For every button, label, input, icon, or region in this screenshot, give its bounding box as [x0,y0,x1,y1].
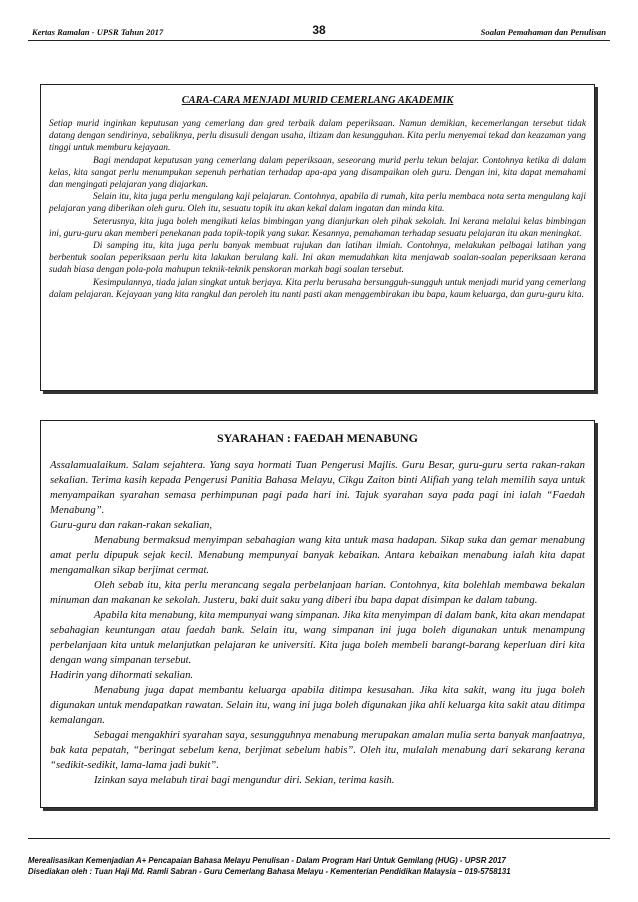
header-section-title: Soalan Pemahaman dan Penulisan [480,27,606,37]
footer-author-line: Disediakan oleh : Tuan Haji Md. Ramli Sabran - Guru Cemerlang Bahasa Melayu - Kementerian Pendidikan Malaysia – 019-5758131 [28,867,511,876]
article-box-murid-cemerlang [40,84,595,391]
article-paragraph: Sebagai mengakhiri syarahan saya, sesungguhnya menabung merupakan amalan mulia serta banyak manfaatnya, bak kata pepatah, “beringat sebelum kena, berjimat sebelum habis”. Oleh itu, mulalah menabung dari sekarang kerana “sedikit-sedikit, lama-lama jadi bukit”. [50,729,585,771]
article-paragraph: Di samping itu, kita juga perlu banyak membuat rujukan dan latihan ilmiah. Contohnya, melakukan pelbagai latihan yang berbentuk soalan peperiksaan perlu kita lakukan berulang kali. Ini akan memudahkan kita menjawab soalan-soalan peperiksaan kerana sudah biasa dengan pola-pola mahupun teknik-teknik penskoran markah bagi soalan tersebut. [49,241,586,276]
article-paragraph: Setiap murid inginkan keputusan yang cemerlang dan gred terbaik dalam peperiksaan. Namun demikian, kecemerlangan tersebut tidak datang dengan sendirinya, sebaliknya, perlu disusuli dengan usaha, iltizam dan kesungguhan. Kita perlu menyemai tekad dan keazaman yang tinggi untuk memburu kejayaan. [49,119,586,154]
article-paragraph: Apabila kita menabung, kita mempunyai wang simpanan. Jika kita menyimpan di dalam bank, kita akan mendapat sebahagian keuntungan atau faedah bank. Selain itu, wang simpanan ini juga boleh digunakan untuk menampung perbelanjaan kita untuk melanjutkan pelajaran ke universiti. Kita juga boleh membeli barangt-barang keperluan diri kita dengan wang simpanan tersebut. [50,609,585,666]
article-paragraph: Seterusnya, kita juga boleh mengikuti kelas bimbingan yang dianjurkan oleh pihak sekolah. Ini kerana melalui kelas bimbingan ini, guru-guru akan memberi penekanan pada topik-topik yang sukar. Kesannya, pemahaman terhadap sesuatu pelajaran itu akan meningkat. [49,216,586,239]
article-paragraph: Oleh sebab itu, kita perlu merancang segala perbelanjaan harian. Contohnya, kita bolehlah membawa bekalan minuman dan makanan ke sekolah. Justeru, baki duit saku yang diberi ibu bapa dapat disimpan ke dalam tabung. [50,579,585,606]
page-footer [28,838,610,877]
article-paragraph: Kesimpulannya, tiada jalan singkat untuk berjaya. Kita perlu berusaha bersungguh-sungguh untuk menjadi murid yang cemerlang dalam pelajaran. Kejayaan yang kita rangkul dan peroleh itu nanti pasti akan menggembirakan ibu bapa, kaum keluarga, dan guru-guru kita. [49,277,586,300]
article-paragraph: Menabung juga dapat membantu keluarga apabila ditimpa kesusahan. Jika kita sakit, wang itu juga boleh digunakan untuk mendapatkan rawatan. Selain itu, wang ini juga boleh digunakan jika ahli keluarga kita sakit atau ditimpa kemalangan. [50,684,585,726]
article-title: CARA-CARA MENJADI MURID CEMERLANG AKADEMIK [181,95,454,106]
article-paragraph: Bagi mendapat keputusan yang cemerlang dalam peperiksaan, seseorang murid perlu tekun belajar. Contohnya ketika di dalam kelas, kita sangat perlu menumpukan sepenuh perhatian terhadap apa-apa yang disampaikan oleh guru. Dengan ini, kita dapat memahami dan mengingati pelajaran yang diajarkan. [49,155,586,191]
article-salutation: Hadirin yang dihormati sekalian. [50,669,194,681]
footer-program-line: Merealisasikan Kemenjadian A+ Pencapaian Bahasa Melayu Penulisan - Dalam Program Hari Untuk Gemilang (HUG) - UPSR 2017 [28,856,506,865]
article-paragraph: Menabung bermaksud menyimpan sebahagian wang kita untuk masa hadapan. Sikap suka dan gemar menabung amat perlu dipupuk sejak kecil. Menabung mempunyai banyak kebaikan. Antara kebaikan menabung ialah kita dapat mengamalkan sikap berjimat cermat. [50,534,585,576]
article-paragraph: Assalamualaikum. Salam sejahtera. Yang saya hormati Tuan Pengerusi Majlis. Guru Besar, guru-guru serta rakan-rakan sekalian. Terima kasih kepada Pengerusi Panitia Bahasa Melayu, Cikgu Zaiton binti Alifiah yang telah memilih saya untuk menyampaikan syarahan semasa perhimpunan pagi pada hari ini. Tajuk syarahan saya pada pagi ini ialah “Faedah Menabung”. [50,459,585,516]
page-number: 38 [312,23,326,37]
article-salutation: Guru-guru dan rakan-rakan sekalian, [50,519,213,531]
article-box-faedah-menabung [40,420,595,808]
article-title: SYARAHAN : FAEDAH MENABUNG [216,431,418,445]
article-paragraph: Izinkan saya melabuh tirai bagi mengundur diri. Sekian, terima kasih. [94,774,395,786]
page-header [28,22,610,41]
article-paragraph: Selain itu, kita juga perlu mengulang kaji pelajaran. Contohnya, apabila di rumah, kita perlu membaca nota serta mengulang kaji pelajaran yang diberikan oleh guru. Oleh itu, sesuatu topik itu akan kekal dalam ingatan dan minda kita. [49,192,586,215]
header-book-title: Kertas Ramalan - UPSR Tahun 2017 [32,27,164,37]
